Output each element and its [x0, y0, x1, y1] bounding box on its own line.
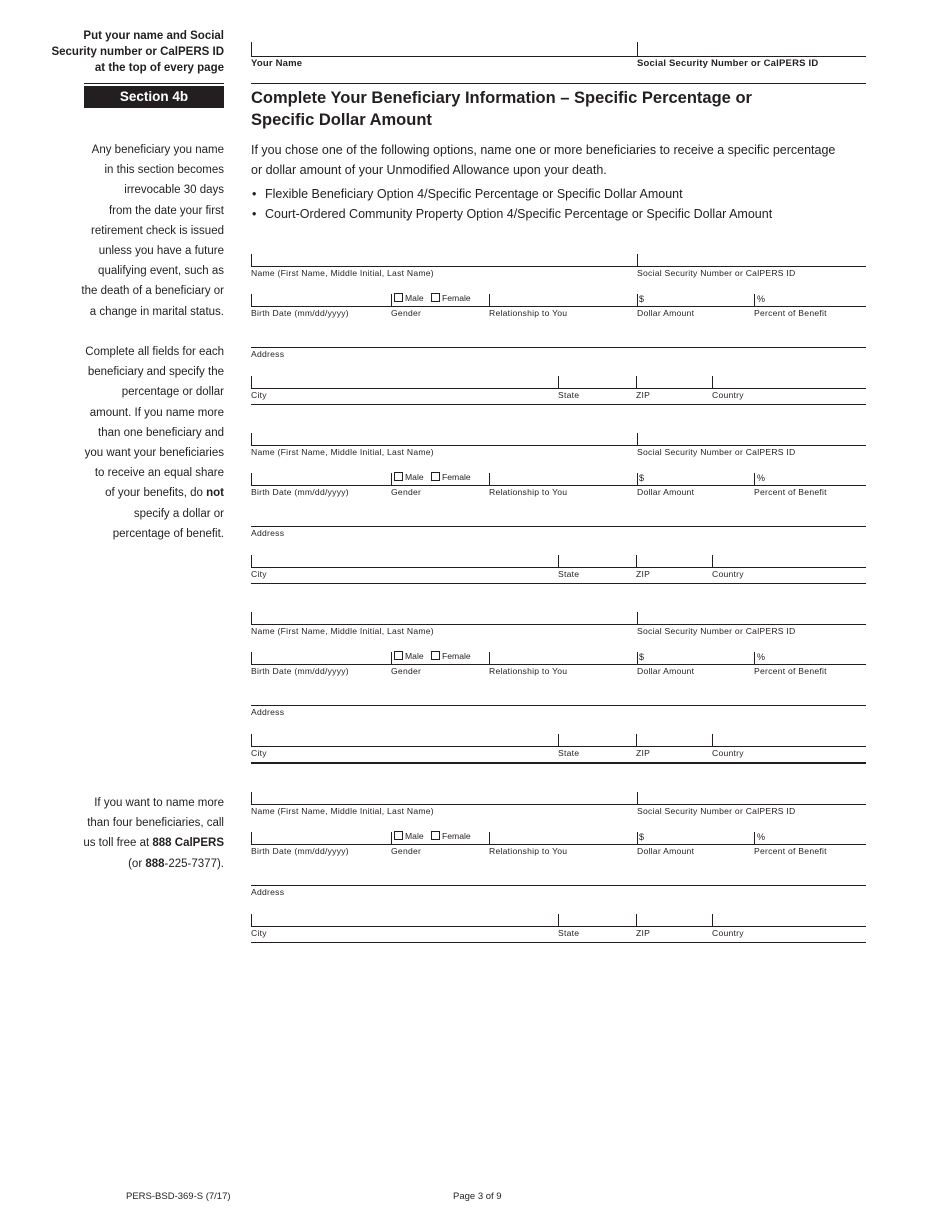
- note-line: irrevocable 30 days: [124, 184, 224, 197]
- section-intro: [251, 140, 851, 180]
- field-tick: [251, 42, 252, 57]
- field-line: [251, 664, 866, 665]
- more-beneficiaries-note: [40, 793, 224, 874]
- note-line: percentage of benefit.: [112, 527, 224, 540]
- checkbox-box: [394, 472, 403, 481]
- address-label: Address: [251, 349, 285, 359]
- state-label: State: [558, 928, 580, 938]
- city-label: City: [251, 748, 267, 758]
- header-instruction: [40, 28, 224, 76]
- note-line: If you want to name more: [94, 797, 224, 809]
- relationship-label: Relationship to You: [489, 666, 568, 676]
- checkbox-box: [431, 651, 440, 660]
- section-badge: Section 4b: [84, 86, 224, 108]
- beneficiary-block: [251, 791, 866, 971]
- note-line: beneficiary and specify the: [87, 366, 224, 379]
- note-line: than one beneficiary and: [98, 426, 224, 439]
- checkbox-box: [431, 472, 440, 481]
- field-line: [251, 844, 866, 845]
- female-checkbox[interactable]: [431, 293, 471, 304]
- address-field[interactable]: [251, 885, 866, 886]
- male-label: Male: [405, 831, 424, 841]
- option-list: [251, 184, 851, 224]
- percent-label: Percent of Benefit: [754, 487, 827, 497]
- note-emphasis: not: [206, 487, 224, 500]
- your-name-label: Your Name: [251, 58, 303, 69]
- intro-line: If you chose one of the following options, name one or more beneficiaries to receive a specific percentage: [251, 143, 836, 157]
- note-text: us toll free at: [83, 837, 153, 850]
- complete-fields-note: [40, 342, 224, 544]
- field-line: [251, 804, 866, 805]
- phone-name: 888 CalPERS: [152, 837, 224, 850]
- note-line: a change in marital status.: [89, 305, 224, 318]
- female-label: Female: [442, 293, 471, 303]
- state-label: State: [558, 390, 580, 400]
- note-line: [40, 854, 224, 874]
- note-line: you want your beneficiaries: [84, 447, 224, 460]
- block-divider: [251, 404, 866, 405]
- birth-date-label: Birth Date (mm/dd/yyyy): [251, 846, 349, 856]
- form-id: PERS-BSD-369-S (7/17): [126, 1191, 231, 1202]
- dollar-symbol: $: [639, 294, 645, 304]
- note-line: amount. If you name more: [89, 406, 224, 419]
- female-checkbox[interactable]: [431, 831, 471, 842]
- block-divider: [251, 942, 866, 943]
- name-label: Name (First Name, Middle Initial, Last Name): [251, 626, 434, 636]
- phone-prefix: 888: [145, 857, 165, 870]
- field-line: [251, 746, 866, 747]
- percent-symbol: %: [757, 294, 766, 304]
- beneficiary-block: [251, 253, 866, 433]
- zip-label: ZIP: [636, 390, 651, 400]
- block-divider: [251, 583, 866, 584]
- note-text: of your benefits, do: [105, 487, 207, 500]
- gender-label: Gender: [391, 846, 422, 856]
- percent-symbol: %: [757, 832, 766, 842]
- dollar-amount-label: Dollar Amount: [637, 666, 695, 676]
- checkbox-box: [431, 831, 440, 840]
- male-checkbox[interactable]: [394, 831, 424, 842]
- intro-line: or dollar amount of your Unmodified Allowance upon your death.: [251, 163, 607, 177]
- male-checkbox[interactable]: [394, 651, 424, 662]
- city-label: City: [251, 928, 267, 938]
- male-label: Male: [405, 472, 424, 482]
- dollar-symbol: $: [639, 832, 645, 842]
- checkbox-box: [431, 293, 440, 302]
- name-label: Name (First Name, Middle Initial, Last Name): [251, 447, 434, 457]
- page-number: Page 3 of 9: [453, 1191, 502, 1202]
- note-line: [40, 483, 224, 503]
- field-line: [251, 388, 866, 389]
- zip-label: ZIP: [636, 748, 651, 758]
- note-line: the death of a beneficiary or: [81, 285, 224, 298]
- field-line: [251, 485, 866, 486]
- checkbox-box: [394, 831, 403, 840]
- city-label: City: [251, 569, 267, 579]
- address-label: Address: [251, 528, 285, 538]
- address-label: Address: [251, 707, 285, 717]
- gender-label: Gender: [391, 666, 422, 676]
- dollar-amount-label: Dollar Amount: [637, 308, 695, 318]
- country-label: Country: [712, 390, 744, 400]
- name-label: Name (First Name, Middle Initial, Last Name): [251, 806, 434, 816]
- name-label: Name (First Name, Middle Initial, Last Name): [251, 268, 434, 278]
- male-label: Male: [405, 651, 424, 661]
- dollar-amount-label: Dollar Amount: [637, 487, 695, 497]
- note-text: (or: [128, 857, 146, 870]
- phone-number: -225-7377).: [164, 857, 224, 870]
- address-field[interactable]: [251, 526, 866, 527]
- header-instruction-line: Security number or CalPERS ID: [51, 46, 224, 58]
- note-line: [40, 833, 224, 853]
- divider: [84, 83, 224, 84]
- male-checkbox[interactable]: [394, 472, 424, 483]
- female-checkbox[interactable]: [431, 651, 471, 662]
- header-name-ssn-field[interactable]: [251, 42, 866, 57]
- field-tick: [637, 42, 638, 57]
- note-line: from the date your first: [108, 204, 224, 217]
- percent-label: Percent of Benefit: [754, 666, 827, 676]
- state-label: State: [558, 748, 580, 758]
- country-label: Country: [712, 928, 744, 938]
- option-item: • Court-Ordered Community Property Option 4/Specific Percentage or Specific Dollar Amount: [251, 204, 851, 224]
- ssn-label: Social Security Number or CalPERS ID: [637, 806, 796, 816]
- country-label: Country: [712, 748, 744, 758]
- field-line: [251, 306, 866, 307]
- relationship-label: Relationship to You: [489, 308, 568, 318]
- option-item: • Flexible Beneficiary Option 4/Specific Percentage or Specific Dollar Amount: [251, 184, 851, 204]
- address-field[interactable]: [251, 705, 866, 706]
- relationship-label: Relationship to You: [489, 846, 568, 856]
- male-checkbox[interactable]: [394, 293, 424, 304]
- note-line: unless you have a future: [98, 245, 224, 258]
- percent-symbol: %: [757, 473, 766, 483]
- header-instruction-line: at the top of every page: [94, 62, 224, 74]
- irrevocable-note: [40, 140, 224, 322]
- note-line: Any beneficiary you name: [91, 144, 224, 156]
- beneficiary-block: [251, 432, 866, 612]
- birth-date-label: Birth Date (mm/dd/yyyy): [251, 666, 349, 676]
- field-line: [251, 926, 866, 927]
- female-label: Female: [442, 472, 471, 482]
- note-line: to receive an equal share: [94, 467, 224, 480]
- note-line: in this section becomes: [104, 164, 224, 177]
- birth-date-label: Birth Date (mm/dd/yyyy): [251, 308, 349, 318]
- address-label: Address: [251, 887, 285, 897]
- gender-label: Gender: [391, 487, 422, 497]
- divider: [251, 83, 866, 84]
- note-line: retirement check is issued: [91, 224, 224, 237]
- female-checkbox[interactable]: [431, 472, 471, 483]
- note-line: Complete all fields for each: [85, 346, 224, 358]
- checkbox-box: [394, 293, 403, 302]
- ssn-label: Social Security Number or CalPERS ID: [637, 626, 796, 636]
- field-line: [251, 624, 866, 625]
- dollar-symbol: $: [639, 652, 645, 662]
- male-label: Male: [405, 293, 424, 303]
- state-label: State: [558, 569, 580, 579]
- header-ssn-label: Social Security Number or CalPERS ID: [637, 58, 819, 69]
- relationship-label: Relationship to You: [489, 487, 568, 497]
- gender-label: Gender: [391, 308, 422, 318]
- address-field[interactable]: [251, 347, 866, 348]
- section-title: [251, 87, 771, 131]
- birth-date-label: Birth Date (mm/dd/yyyy): [251, 487, 349, 497]
- female-label: Female: [442, 831, 471, 841]
- percent-symbol: %: [757, 652, 766, 662]
- note-line: specify a dollar or: [133, 507, 224, 520]
- dollar-amount-label: Dollar Amount: [637, 846, 695, 856]
- percent-label: Percent of Benefit: [754, 846, 827, 856]
- note-line: than four beneficiaries, call: [87, 817, 224, 830]
- beneficiary-block: [251, 611, 866, 791]
- field-line: [251, 445, 866, 446]
- city-label: City: [251, 390, 267, 400]
- zip-label: ZIP: [636, 928, 651, 938]
- field-line: [251, 567, 866, 568]
- dollar-symbol: $: [639, 473, 645, 483]
- section-title-line: Complete Your Beneficiary Information – Specific Percentage or: [251, 89, 752, 107]
- note-line: percentage or dollar: [121, 386, 224, 399]
- block-divider: [251, 762, 866, 764]
- field-line: [251, 266, 866, 267]
- zip-label: ZIP: [636, 569, 651, 579]
- header-instruction-line: Put your name and Social: [83, 30, 224, 42]
- checkbox-box: [394, 651, 403, 660]
- country-label: Country: [712, 569, 744, 579]
- ssn-label: Social Security Number or CalPERS ID: [637, 268, 796, 278]
- note-line: qualifying event, such as: [98, 265, 224, 278]
- section-title-line: Specific Dollar Amount: [251, 111, 432, 129]
- ssn-label: Social Security Number or CalPERS ID: [637, 447, 796, 457]
- female-label: Female: [442, 651, 471, 661]
- percent-label: Percent of Benefit: [754, 308, 827, 318]
